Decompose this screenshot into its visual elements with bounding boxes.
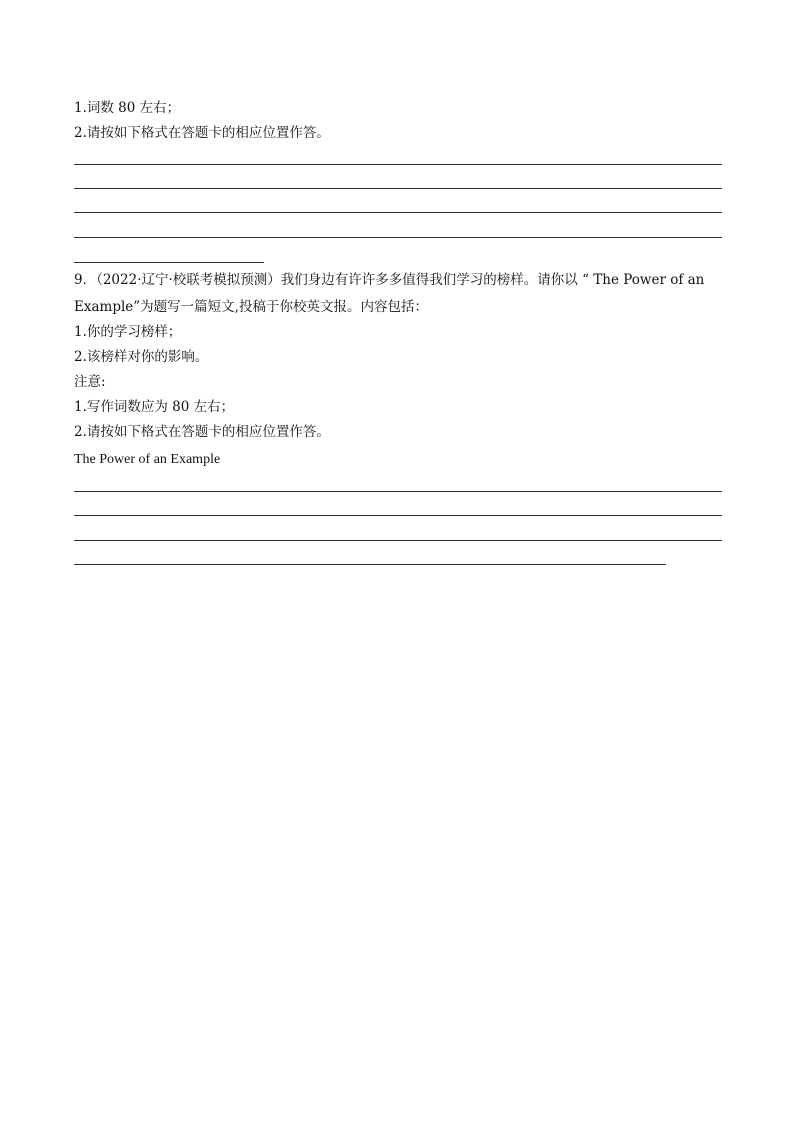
answer-line[interactable] (74, 212, 722, 213)
answer-line-last[interactable] (74, 564, 666, 565)
answer-line[interactable] (74, 164, 722, 165)
question-number: 9． (74, 272, 97, 288)
content-point-1: 1.你的学习榜样； (74, 324, 182, 340)
answer-line[interactable] (74, 540, 722, 541)
answer-line-short[interactable] (74, 262, 264, 263)
answer-line[interactable] (74, 515, 722, 516)
question-prompt-line2: Example”为题写一篇短文,投稿于你校英文报。内容包括： (74, 299, 428, 315)
question-9-header (74, 271, 704, 289)
answer-line[interactable] (74, 188, 722, 189)
attention-word-count: 1.写作词数应为 80 左右； (74, 399, 235, 415)
attention-answer-format: 2.请按如下格式在答题卡的相应位置作答。 (74, 424, 330, 440)
question-source: （2022·辽宁·校联考模拟预测） (96, 272, 281, 288)
note-answer-format: 2.请按如下格式在答题卡的相应位置作答。 (74, 125, 330, 141)
question-prompt-line1: 我们身边有许许多多值得我们学习的榜样。请你以 “ The Power of an (280, 272, 705, 288)
essay-title: The Power of an Example (74, 452, 221, 467)
note-word-count: 1.词数 80 左右； (74, 100, 181, 116)
attention-label: 注意: (74, 374, 106, 390)
content-point-2: 2.该榜样对你的影响。 (74, 349, 209, 365)
answer-line[interactable] (74, 237, 722, 238)
answer-line[interactable] (74, 491, 722, 492)
